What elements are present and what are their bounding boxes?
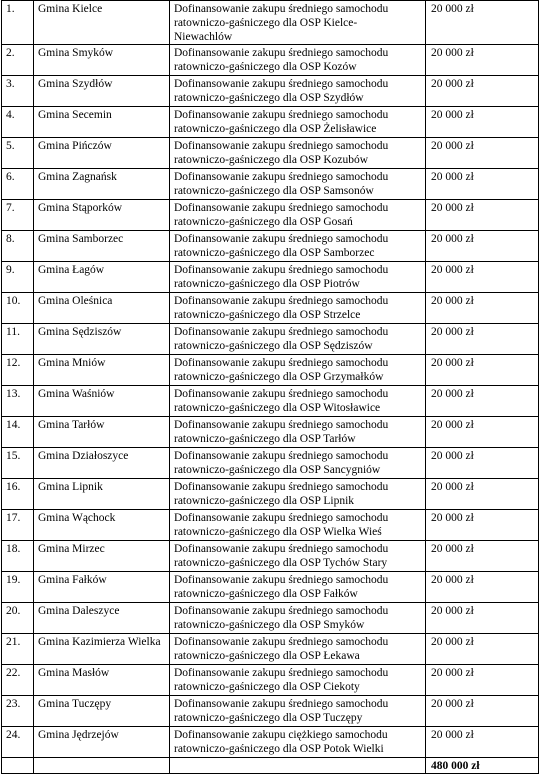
table-row xyxy=(2,696,539,727)
grant-description xyxy=(170,324,426,355)
description-line: Dofinansowanie zakupu średniego samochodu xyxy=(174,388,389,400)
row-number: 22. xyxy=(2,665,34,696)
row-number: 17. xyxy=(2,510,34,541)
description-line: Dofinansowanie zakupu średniego samochodu xyxy=(174,264,389,276)
row-number: 24. xyxy=(2,727,34,758)
gmina-name: Gmina Mirzec xyxy=(34,541,170,572)
description-line: Dofinansowanie zakupu średniego samochodu xyxy=(174,78,389,90)
row-number: 13. xyxy=(2,386,34,417)
table-row xyxy=(2,324,539,355)
gmina-name: Gmina Secemin xyxy=(34,107,170,138)
description-line: ratowniczo-gaśniczego dla OSP Sędziszów xyxy=(174,340,373,352)
grant-description xyxy=(170,107,426,138)
total-empty-desc xyxy=(170,758,426,774)
grant-description xyxy=(170,665,426,696)
grant-amount: 20 000 zł xyxy=(426,603,539,634)
grant-amount: 20 000 zł xyxy=(426,169,539,200)
row-number: 23. xyxy=(2,696,34,727)
description-line: ratowniczo-gaśniczego dla OSP Sancygniów xyxy=(174,464,381,476)
grant-amount: 20 000 zł xyxy=(426,262,539,293)
description-line: ratowniczo-gaśniczego dla OSP Samborzec xyxy=(174,247,375,259)
gmina-name: Gmina Mniów xyxy=(34,355,170,386)
description-line: Dofinansowanie zakupu średniego samochodu xyxy=(174,295,389,307)
table-row xyxy=(2,541,539,572)
gmina-name: Gmina Działoszyce xyxy=(34,448,170,479)
description-line: Dofinansowanie zakupu średniego samochodu xyxy=(174,605,389,617)
description-line: Dofinansowanie zakupu średniego samochodu xyxy=(174,574,389,586)
table-row xyxy=(2,727,539,758)
table-row xyxy=(2,1,539,45)
description-line: Dofinansowanie zakupu średniego samochodu xyxy=(174,419,389,431)
row-number: 14. xyxy=(2,417,34,448)
table-row xyxy=(2,665,539,696)
description-line: ratowniczo-gaśniczego dla OSP Gosań xyxy=(174,216,353,228)
gmina-name: Gmina Fałków xyxy=(34,572,170,603)
description-line: ratowniczo-gaśniczego dla OSP Kozubów xyxy=(174,154,369,166)
table-row xyxy=(2,169,539,200)
gmina-name: Gmina Wąchock xyxy=(34,510,170,541)
gmina-name: Gmina Zagnańsk xyxy=(34,169,170,200)
description-line: ratowniczo-gaśniczego dla OSP Samsonów xyxy=(174,185,374,197)
row-number: 18. xyxy=(2,541,34,572)
table-row xyxy=(2,200,539,231)
description-line: Dofinansowanie zakupu średniego samochodu xyxy=(174,357,389,369)
row-number: 12. xyxy=(2,355,34,386)
grants-table xyxy=(1,0,539,774)
description-line: Dofinansowanie zakupu średniego samochodu xyxy=(174,202,389,214)
grant-description xyxy=(170,138,426,169)
description-line: Dofinansowanie zakupu średniego samochodu xyxy=(174,171,389,183)
table-row xyxy=(2,386,539,417)
gmina-name: Gmina Stąporków xyxy=(34,200,170,231)
grant-description xyxy=(170,293,426,324)
gmina-name: Gmina Jędrzejów xyxy=(34,727,170,758)
row-number: 20. xyxy=(2,603,34,634)
description-line: ratowniczo-gaśniczego dla OSP Grzymałków xyxy=(174,371,384,383)
gmina-name: Gmina Tuczępy xyxy=(34,696,170,727)
description-line: ratowniczo-gaśniczego dla OSP Szydłów xyxy=(174,92,364,104)
gmina-name: Gmina Łagów xyxy=(34,262,170,293)
description-line: ratowniczo-gaśniczego dla OSP Piotrów xyxy=(174,278,360,290)
description-line: Dofinansowanie zakupu średniego samochodu xyxy=(174,109,389,121)
table-row xyxy=(2,479,539,510)
description-line: ratowniczo-gaśniczego dla OSP Smyków xyxy=(174,619,365,631)
table-row xyxy=(2,634,539,665)
grant-description xyxy=(170,479,426,510)
grant-description xyxy=(170,45,426,76)
gmina-name: Gmina Kielce xyxy=(34,1,170,45)
row-number: 9. xyxy=(2,262,34,293)
table-body xyxy=(2,1,539,758)
row-number: 2. xyxy=(2,45,34,76)
grant-amount: 20 000 zł xyxy=(426,355,539,386)
gmina-name: Gmina Masłów xyxy=(34,665,170,696)
table-row xyxy=(2,138,539,169)
grant-amount: 20 000 zł xyxy=(426,45,539,76)
grant-amount: 20 000 zł xyxy=(426,541,539,572)
total-row xyxy=(2,758,539,774)
row-number: 16. xyxy=(2,479,34,510)
gmina-name: Gmina Daleszyce xyxy=(34,603,170,634)
grant-amount: 20 000 zł xyxy=(426,231,539,262)
gmina-name: Gmina Szydłów xyxy=(34,76,170,107)
description-line: ratowniczo-gaśniczego dla OSP Tychów Stary xyxy=(174,557,388,569)
grant-description xyxy=(170,510,426,541)
gmina-name: Gmina Sędziszów xyxy=(34,324,170,355)
row-number: 21. xyxy=(2,634,34,665)
grant-amount: 20 000 zł xyxy=(426,138,539,169)
description-line: Dofinansowanie zakupu średniego samochodu xyxy=(174,140,389,152)
table-row xyxy=(2,510,539,541)
grant-amount: 20 000 zł xyxy=(426,448,539,479)
row-number: 4. xyxy=(2,107,34,138)
grant-description xyxy=(170,417,426,448)
grant-amount: 20 000 zł xyxy=(426,76,539,107)
row-number: 1. xyxy=(2,1,34,45)
gmina-name: Gmina Lipnik xyxy=(34,479,170,510)
description-line: Dofinansowanie zakupu średniego samochodu xyxy=(174,512,389,524)
grant-description xyxy=(170,1,426,45)
grant-description xyxy=(170,448,426,479)
total-empty-no xyxy=(2,758,34,774)
description-line: ratowniczo-gaśniczego dla OSP Tarłów xyxy=(174,433,356,445)
grant-description xyxy=(170,231,426,262)
grant-amount: 20 000 zł xyxy=(426,324,539,355)
grant-amount: 20 000 zł xyxy=(426,417,539,448)
table-row xyxy=(2,262,539,293)
grant-description xyxy=(170,386,426,417)
grant-amount: 20 000 zł xyxy=(426,665,539,696)
description-line: Dofinansowanie zakupu średniego samochodu xyxy=(174,450,389,462)
table-row xyxy=(2,417,539,448)
total-amount: 480 000 zł xyxy=(426,758,539,774)
description-line: ratowniczo-gaśniczego dla OSP Kozów xyxy=(174,61,357,73)
gmina-name: Gmina Smyków xyxy=(34,45,170,76)
description-line: Dofinansowanie zakupu średniego samochodu xyxy=(174,698,389,710)
gmina-name: Gmina Pińczów xyxy=(34,138,170,169)
description-line: ratowniczo-gaśniczego dla OSP Ciekoty xyxy=(174,681,360,693)
description-line: Dofinansowanie zakupu średniego samochodu xyxy=(174,667,389,679)
row-number: 11. xyxy=(2,324,34,355)
description-line: Dofinansowanie zakupu średniego samochodu xyxy=(174,481,389,493)
description-line: ratowniczo-gaśniczego dla OSP Żelisławice xyxy=(174,123,377,135)
description-line: Dofinansowanie zakupu średniego samochodu xyxy=(174,47,389,59)
description-line: ratowniczo-gaśniczego dla OSP Wielka Wieś xyxy=(174,526,382,538)
row-number: 10. xyxy=(2,293,34,324)
description-line: ratowniczo-gaśniczego dla OSP Potok Wielki xyxy=(174,743,384,755)
grant-description xyxy=(170,634,426,665)
row-number: 15. xyxy=(2,448,34,479)
grant-amount: 20 000 zł xyxy=(426,107,539,138)
grant-description xyxy=(170,727,426,758)
table-row xyxy=(2,603,539,634)
total-empty-gmina xyxy=(34,758,170,774)
table-row xyxy=(2,355,539,386)
grant-description xyxy=(170,696,426,727)
table-row xyxy=(2,293,539,324)
description-line: ratowniczo-gaśniczego dla OSP Łekawa xyxy=(174,650,360,662)
grant-description xyxy=(170,200,426,231)
grant-description xyxy=(170,541,426,572)
grant-amount: 20 000 zł xyxy=(426,479,539,510)
grant-amount: 20 000 zł xyxy=(426,386,539,417)
gmina-name: Gmina Kazimierza Wielka xyxy=(34,634,170,665)
table-row xyxy=(2,231,539,262)
table-row xyxy=(2,76,539,107)
gmina-name: Gmina Oleśnica xyxy=(34,293,170,324)
description-line: ratowniczo-gaśniczego dla OSP Lipnik xyxy=(174,495,355,507)
grant-amount: 20 000 zł xyxy=(426,200,539,231)
row-number: 5. xyxy=(2,138,34,169)
table-row xyxy=(2,448,539,479)
grant-description xyxy=(170,169,426,200)
grant-description xyxy=(170,355,426,386)
row-number: 6. xyxy=(2,169,34,200)
grant-description xyxy=(170,262,426,293)
grant-amount: 20 000 zł xyxy=(426,293,539,324)
grant-description xyxy=(170,572,426,603)
row-number: 3. xyxy=(2,76,34,107)
row-number: 8. xyxy=(2,231,34,262)
description-line: Dofinansowanie zakupu ciężkiego samochodu xyxy=(174,729,388,741)
description-line: Dofinansowanie zakupu średniego samochodu xyxy=(174,3,389,15)
description-line: Dofinansowanie zakupu średniego samochodu xyxy=(174,233,389,245)
description-line: ratowniczo-gaśniczego dla OSP Tuczępy xyxy=(174,712,363,724)
grant-amount: 20 000 zł xyxy=(426,572,539,603)
grant-description xyxy=(170,603,426,634)
grant-amount: 20 000 zł xyxy=(426,727,539,758)
table-row xyxy=(2,107,539,138)
table-row xyxy=(2,572,539,603)
grant-amount: 20 000 zł xyxy=(426,510,539,541)
description-line: Dofinansowanie zakupu średniego samochodu xyxy=(174,636,389,648)
description-line: ratowniczo-gaśniczego dla OSP Fałków xyxy=(174,588,358,600)
row-number: 7. xyxy=(2,200,34,231)
grant-amount: 20 000 zł xyxy=(426,1,539,45)
description-line: Dofinansowanie zakupu średniego samochodu xyxy=(174,326,389,338)
gmina-name: Gmina Tarłów xyxy=(34,417,170,448)
gmina-name: Gmina Waśniów xyxy=(34,386,170,417)
description-line: Niewachlów xyxy=(174,31,233,43)
description-line: Dofinansowanie zakupu średniego samochodu xyxy=(174,543,389,555)
grant-amount: 20 000 zł xyxy=(426,634,539,665)
description-line: ratowniczo-gaśniczego dla OSP Strzelce xyxy=(174,309,361,321)
table-row xyxy=(2,45,539,76)
gmina-name: Gmina Samborzec xyxy=(34,231,170,262)
row-number: 19. xyxy=(2,572,34,603)
description-line: ratowniczo-gaśniczego dla OSP Kielce- xyxy=(174,17,358,29)
grant-description xyxy=(170,76,426,107)
description-line: ratowniczo-gaśniczego dla OSP Witosławice xyxy=(174,402,381,414)
grant-amount: 20 000 zł xyxy=(426,696,539,727)
